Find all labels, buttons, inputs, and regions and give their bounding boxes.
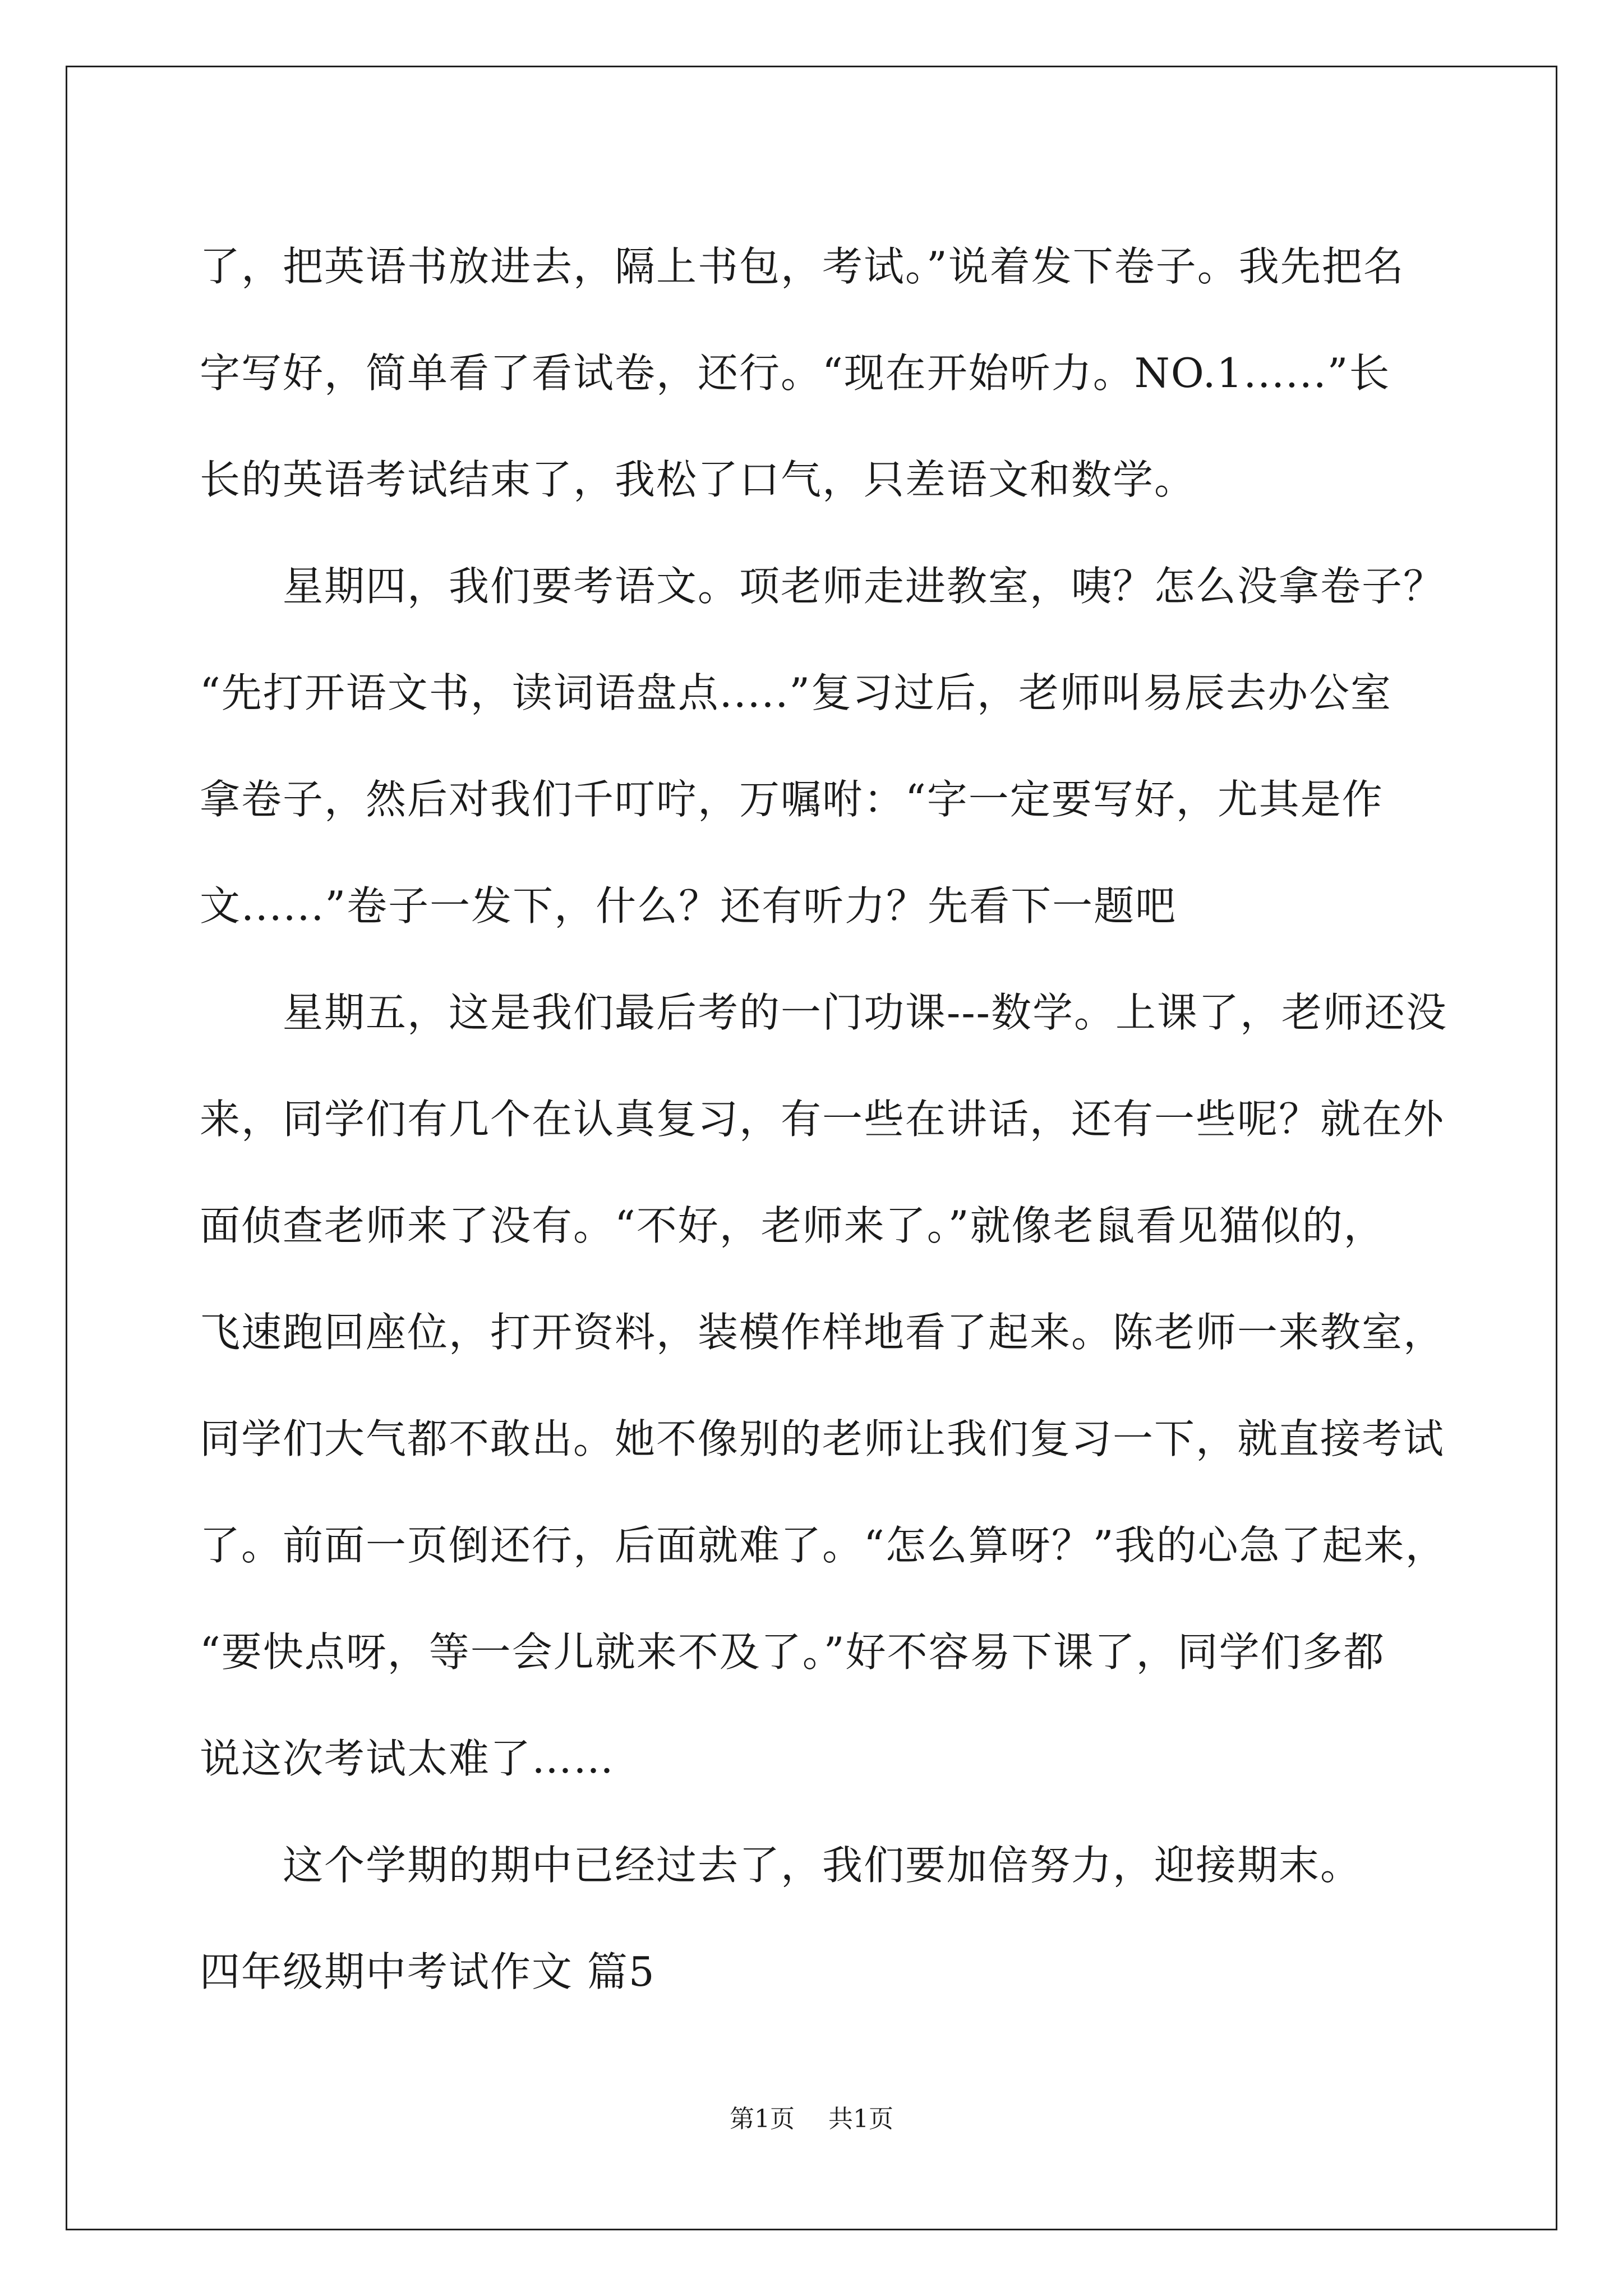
- text-line: “先打开语文书，读词语盘点.....”复习过后，老师叫易辰去办公室: [200, 669, 1393, 716]
- page-number-total: 共1页: [828, 2105, 893, 2133]
- text-line: 了。前面一页倒还行，后面就难了。“怎么算呀？”我的心急了起来，: [200, 1522, 1447, 1569]
- document-body: [200, 213, 1456, 2025]
- section-heading: 四年级期中考试作文 篇5: [200, 1948, 656, 1995]
- text-line: 来，同学们有几个在认真复习，有一些在讲话，还有一些呢？就在外: [200, 1096, 1445, 1143]
- text-line: 了，把英语书放进去，隔上书包，考试。”说着发下卷子。我先把名: [200, 243, 1405, 290]
- text-line: 星期四，我们要考语文。项老师走进教室，咦？怎么没拿卷子？: [283, 563, 1445, 610]
- text-line: 文......”卷子一发下，什么？还有听力？先看下一题吧: [200, 882, 1177, 930]
- text-line: 这个学期的期中已经过去了，我们要加倍努力，迎接期末。: [283, 1842, 1362, 1889]
- text-line: “要快点呀，等一会儿就来不及了。”好不容易下课了，同学们多都: [200, 1628, 1385, 1676]
- text-line: 飞速跑回座位，打开资料，装模作样地看了起来。陈老师一来教室，: [200, 1309, 1445, 1356]
- text-line: 面侦查老师来了没有。“不好，老师来了。”就像老鼠看见猫似的，: [200, 1202, 1385, 1249]
- text-line: 星期五，这是我们最后考的一门功课---数学。上课了，老师还没: [283, 989, 1447, 1036]
- text-line: 说这次考试太难了……: [200, 1735, 615, 1782]
- text-line: 长的英语考试结束了，我松了口气，只差语文和数学。: [200, 456, 1196, 503]
- text-line: 拿卷子，然后对我们千叮咛，万嘱咐：“字一定要写好，尤其是作: [200, 776, 1384, 823]
- page-number-current: 第1页: [730, 2105, 795, 2133]
- text-line: 同学们大气都不敢出。她不像别的老师让我们复习一下，就直接考试: [200, 1415, 1445, 1462]
- page-footer: [0, 2102, 1623, 2136]
- text-line: 字写好，简单看了看试卷，还行。“现在开始听力。NO.1......”长: [200, 349, 1391, 397]
